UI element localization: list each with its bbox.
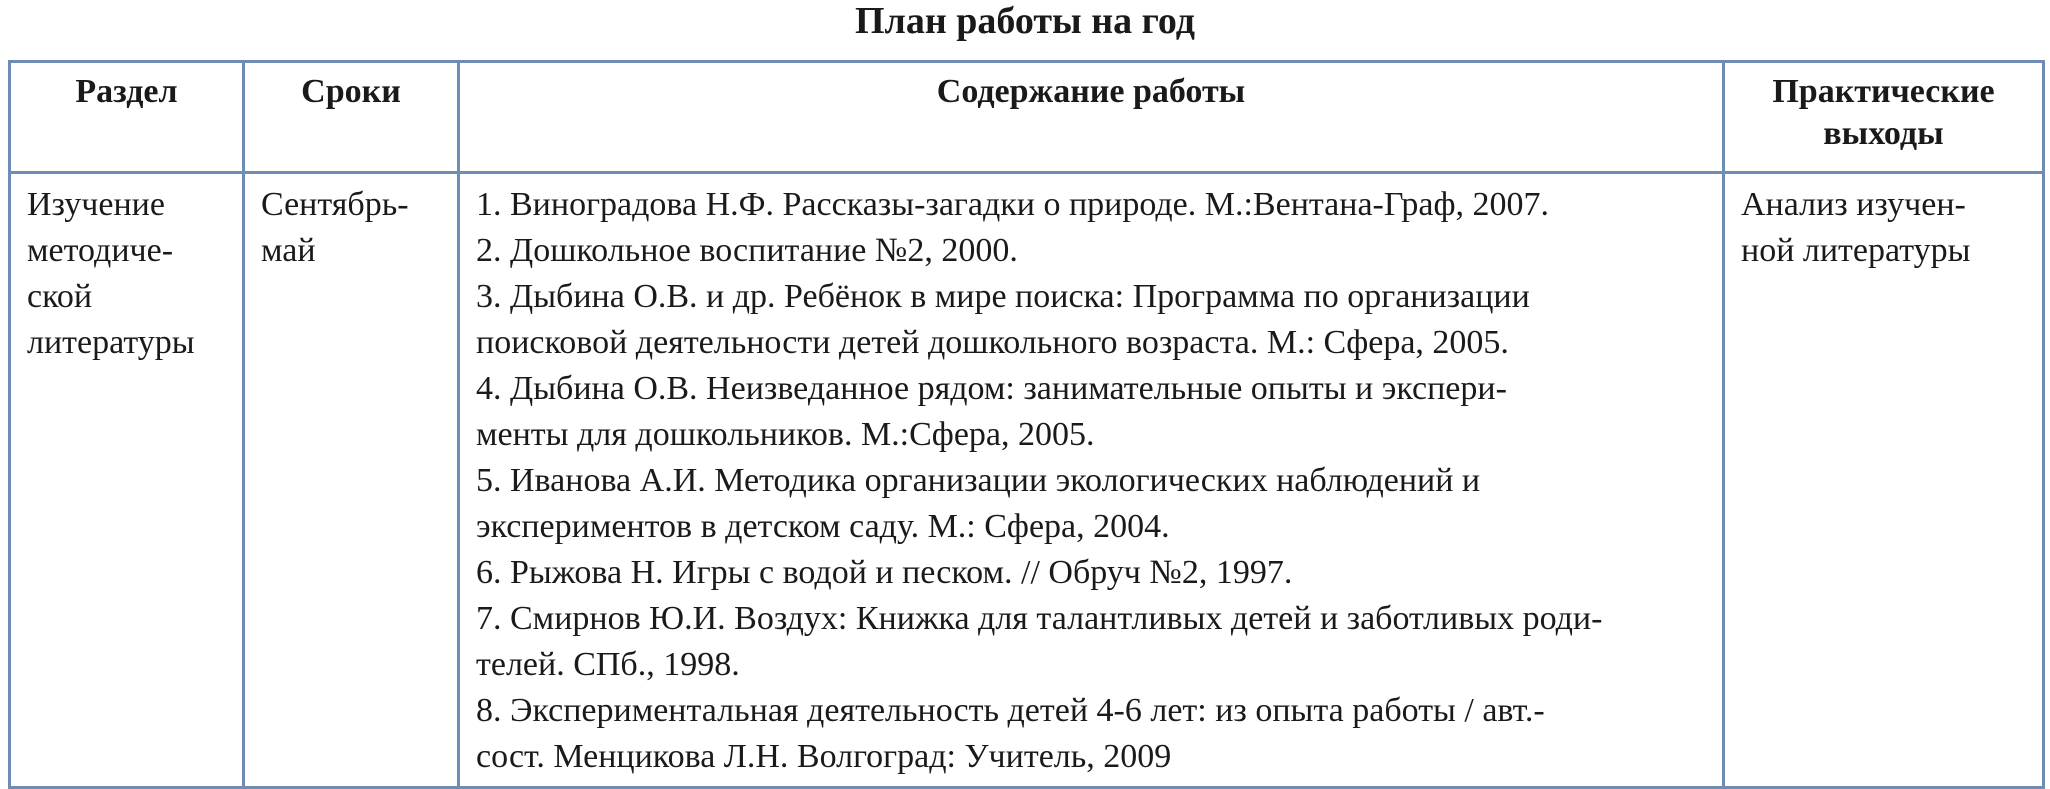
content-line: поисковой деятельности детей дошкольного возраста. М.: Сфера, 2005. xyxy=(476,324,1509,361)
content-line: 5. Иванова А.И. Методика организации экологических наблюдений и xyxy=(476,462,1481,499)
content-line: 7. Смирнов Ю.И. Воздух: Книжка для талантливых детей и заботливых роди- xyxy=(476,600,1603,637)
cell-section xyxy=(10,173,244,788)
content-line: экспериментов в детском саду. М.: Сфера, 2004. xyxy=(476,508,1170,545)
cell-outputs xyxy=(1724,173,2044,788)
cell-terms xyxy=(244,173,459,788)
content-line: 4. Дыбина О.В. Неизведанное рядом: занимательные опыты и экспери- xyxy=(476,370,1507,407)
header-section: Раздел xyxy=(10,62,244,173)
content-line: 2. Дошкольное воспитание №2, 2000. xyxy=(476,232,1018,269)
table-header-row xyxy=(10,62,2044,173)
cell-section-line: Изучение xyxy=(27,186,165,223)
header-terms: Сроки xyxy=(244,62,459,173)
cell-terms-line: май xyxy=(261,232,316,269)
cell-section-line: литературы xyxy=(27,324,195,361)
plan-table xyxy=(8,60,2045,789)
cell-content xyxy=(459,173,1724,788)
content-line: телей. СПб., 1998. xyxy=(476,646,740,683)
page-title: План работы на год xyxy=(854,0,1196,42)
content-line: 6. Рыжова Н. Игры с водой и песком. // Обруч №2, 1997. xyxy=(476,554,1293,591)
content-line: 8. Экспериментальная деятельность детей 4-6 лет: из опыта работы / авт.- xyxy=(476,692,1545,729)
content-line: менты для дошкольников. М.:Сфера, 2005. xyxy=(476,416,1095,453)
cell-outputs-line: ной литературы xyxy=(1741,232,1971,269)
table-row xyxy=(10,173,2044,788)
cell-terms-line: Сентябрь- xyxy=(261,186,409,223)
content-line: сост. Менцикова Л.Н. Волгоград: Учитель, 2009 xyxy=(476,738,1172,775)
header-outputs-line: Практические xyxy=(1772,73,1995,110)
header-outputs xyxy=(1724,62,2044,173)
header-outputs-line: выходы xyxy=(1823,115,1944,152)
cell-section-line: методиче- xyxy=(27,232,174,269)
content-line: 3. Дыбина О.В. и др. Ребёнок в мире поиска: Программа по организации xyxy=(476,278,1530,315)
content-line: 1. Виноградова Н.Ф. Рассказы-загадки о природе. М.:Вентана-Граф, 2007. xyxy=(476,186,1550,223)
cell-outputs-line: Анализ изучен- xyxy=(1741,186,1966,223)
header-content: Содержание работы xyxy=(459,62,1724,173)
cell-section-line: ской xyxy=(27,278,93,315)
